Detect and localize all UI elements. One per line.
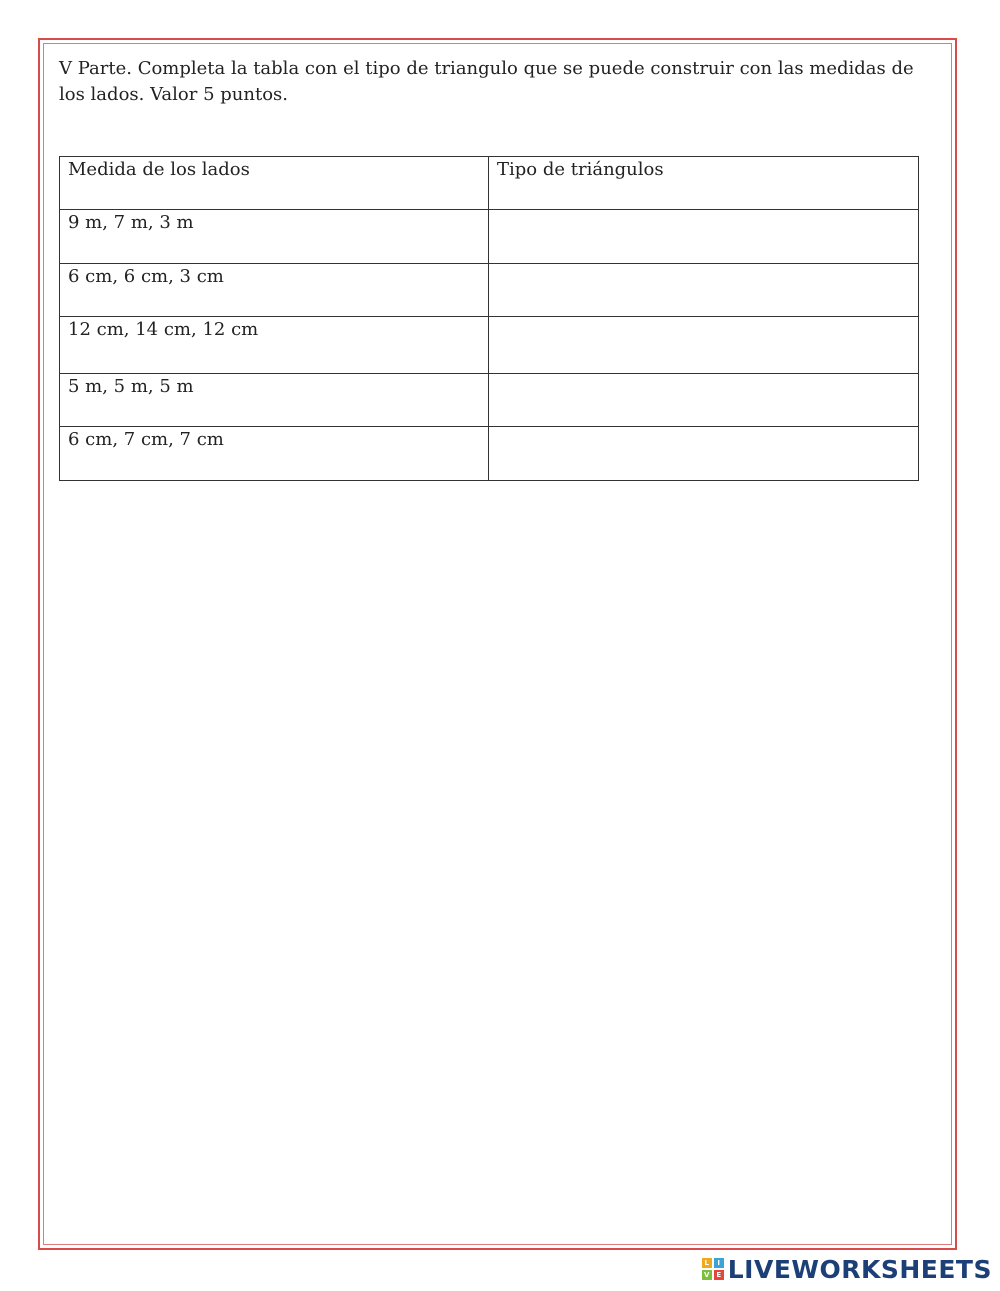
table-header-row — [60, 157, 919, 210]
table-row — [60, 210, 919, 264]
answer-cell[interactable] — [489, 264, 919, 317]
answer-cell[interactable] — [489, 427, 919, 481]
sides-cell: 6 cm, 7 cm, 7 cm — [60, 427, 489, 481]
logo-mark-tile: L — [702, 1258, 712, 1268]
triangle-table — [59, 156, 919, 481]
answer-cell[interactable] — [489, 317, 919, 374]
logo-mark-tile: I — [714, 1258, 724, 1268]
sides-cell: 9 m, 7 m, 3 m — [60, 210, 489, 264]
logo-mark-icon — [702, 1258, 724, 1280]
instructions-text: V Parte. Completa la tabla con el tipo de triangulo que se puede construir con las medidas de los lados. Valor 5 puntos. — [59, 58, 914, 105]
liveworksheets-logo — [702, 1255, 992, 1283]
table-row — [60, 317, 919, 374]
answer-cell[interactable] — [489, 210, 919, 264]
header-sides: Medida de los lados — [60, 157, 489, 210]
logo-mark-tile: V — [702, 1270, 712, 1280]
sides-cell: 5 m, 5 m, 5 m — [60, 374, 489, 427]
sides-cell: 6 cm, 6 cm, 3 cm — [60, 264, 489, 317]
sides-cell: 12 cm, 14 cm, 12 cm — [60, 317, 489, 374]
table-row — [60, 264, 919, 317]
table-row — [60, 427, 919, 481]
table-row — [60, 374, 919, 427]
logo-mark-tile: E — [714, 1270, 724, 1280]
header-triangle-type: Tipo de triángulos — [489, 157, 919, 210]
logo-text: LIVEWORKSHEETS — [727, 1254, 992, 1284]
answer-cell[interactable] — [489, 374, 919, 427]
